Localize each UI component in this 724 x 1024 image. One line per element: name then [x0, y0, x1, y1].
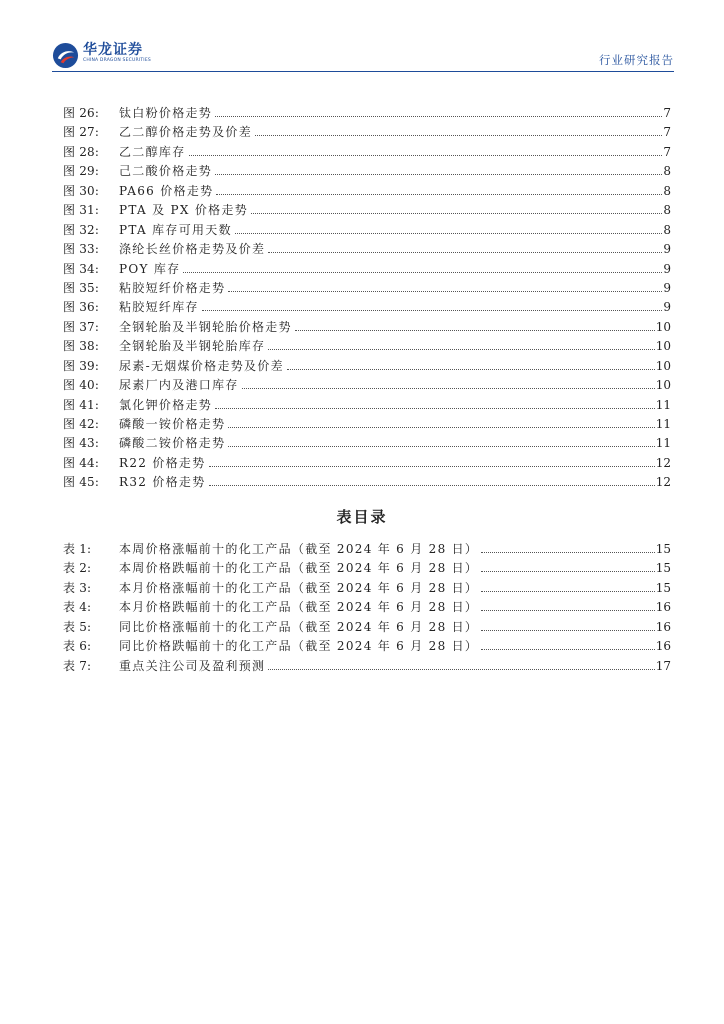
figure-index-entry[interactable] [63, 123, 671, 142]
entry-page-number: 7 [663, 144, 671, 159]
entry-title: 尿素-无烟煤价格走势及价差 [119, 358, 284, 373]
entry-title: 涤纶长丝价格走势及价差 [119, 242, 266, 257]
entry-dot-leader [235, 233, 662, 234]
entry-page-number: 11 [655, 436, 671, 451]
entry-page-number: 10 [655, 319, 671, 334]
entry-title: 粘胶短纤价格走势 [119, 280, 226, 295]
entry-title: POY 库存 [119, 261, 181, 276]
entry-dot-leader [481, 591, 654, 592]
entry-page-number: 15 [655, 542, 671, 556]
entry-title: 全钢轮胎及半钢轮胎价格走势 [119, 319, 292, 334]
entry-label: 表 5: [63, 619, 92, 634]
entry-title: 钛白粉价格走势 [119, 106, 213, 120]
entry-label: 图 40: [63, 378, 100, 393]
entry-title: 本月价格跌幅前十的化工产品（截至 2024 年 6 月 28 日） [119, 600, 479, 615]
entry-dot-leader [183, 272, 662, 273]
entry-dot-leader [228, 446, 654, 447]
entry-title: 同比价格跌幅前十的化工产品（截至 2024 年 6 月 28 日） [119, 639, 479, 654]
entry-dot-leader [215, 174, 662, 175]
figure-index-entry[interactable] [63, 434, 671, 453]
entry-page-number: 10 [655, 339, 671, 354]
figure-index-entry[interactable] [63, 298, 671, 317]
entry-label: 图 41: [63, 397, 100, 412]
figure-index-entry[interactable] [63, 337, 671, 356]
header-divider [52, 71, 674, 72]
entry-title: 磷酸一铵价格走势 [119, 417, 226, 431]
figure-index-list [63, 104, 671, 493]
entry-label: 图 29: [63, 164, 100, 179]
entry-title: 尿素厂内及港口库存 [119, 378, 239, 393]
entry-page-number: 16 [655, 600, 671, 615]
entry-label: 图 45: [63, 475, 100, 490]
entry-page-number: 8 [663, 183, 671, 198]
entry-page-number: 9 [663, 261, 671, 276]
entry-dot-leader [215, 116, 662, 117]
entry-label: 表 4: [63, 600, 92, 615]
entry-dot-leader [287, 369, 655, 370]
table-index-entry[interactable] [63, 618, 671, 637]
entry-page-number: 10 [655, 378, 671, 393]
entry-label: 图 33: [63, 242, 100, 257]
entry-label: 图 28: [63, 144, 100, 159]
figure-index-entry[interactable] [63, 240, 671, 259]
entry-dot-leader [209, 466, 655, 467]
figure-index-entry[interactable] [63, 279, 671, 298]
report-type-label: 行业研究报告 [599, 53, 674, 67]
entry-title: 氯化钾价格走势 [119, 397, 213, 412]
figure-index-entry[interactable] [63, 260, 671, 279]
entry-label: 图 38: [63, 339, 100, 354]
entry-dot-leader [189, 155, 663, 156]
entry-title: 磷酸二铵价格走势 [119, 436, 226, 451]
entry-label: 图 32: [63, 222, 100, 237]
entry-dot-leader [268, 349, 654, 350]
table-index-list [63, 540, 671, 676]
table-index-entry[interactable] [63, 657, 671, 676]
entry-title: 本周价格跌幅前十的化工产品（截至 2024 年 6 月 28 日） [119, 561, 479, 576]
entry-dot-leader [228, 291, 662, 292]
entry-label: 表 3: [63, 580, 92, 595]
company-logo [52, 42, 151, 69]
figure-index-entry[interactable] [63, 357, 671, 376]
entry-page-number: 9 [663, 280, 671, 295]
figure-index-entry[interactable] [63, 415, 671, 434]
entry-title: PTA 及 PX 价格走势 [119, 203, 249, 218]
table-index-heading: 表目录 [336, 508, 388, 526]
entry-dot-leader [481, 630, 654, 631]
figure-index-entry[interactable] [63, 201, 671, 220]
entry-dot-leader [216, 194, 662, 195]
entry-label: 表 6: [63, 639, 92, 654]
entry-page-number: 7 [663, 125, 671, 140]
table-index-entry[interactable] [63, 579, 671, 598]
entry-page-number: 16 [655, 619, 671, 634]
entry-dot-leader [209, 485, 655, 486]
figure-index-entry[interactable] [63, 104, 671, 123]
entry-title: 粘胶短纤库存 [119, 300, 199, 315]
logo-english-name: CHINA DRAGON SECURITIES [83, 58, 151, 63]
entry-dot-leader [481, 649, 654, 650]
entry-title: 同比价格涨幅前十的化工产品（截至 2024 年 6 月 28 日） [119, 619, 479, 634]
figure-index-entry[interactable] [63, 396, 671, 415]
logo-chinese-name: 华龙证券 [83, 42, 143, 58]
table-index-entry[interactable] [63, 540, 671, 559]
entry-dot-leader [481, 610, 654, 611]
entry-label: 图 35: [63, 280, 100, 295]
table-index-entry[interactable] [63, 598, 671, 617]
page-header [52, 40, 674, 73]
entry-label: 图 34: [63, 261, 100, 276]
entry-page-number: 15 [655, 561, 671, 576]
entry-page-number: 17 [655, 658, 671, 673]
entry-page-number: 8 [663, 164, 671, 179]
entry-label: 图 37: [63, 319, 100, 334]
entry-title: 本周价格涨幅前十的化工产品（截至 2024 年 6 月 28 日） [119, 542, 479, 556]
entry-page-number: 9 [663, 300, 671, 315]
figure-index-entry[interactable] [63, 318, 671, 337]
entry-label: 图 27: [63, 125, 100, 140]
entry-label: 图 43: [63, 436, 100, 451]
entry-label: 图 39: [63, 358, 100, 373]
logo-mark-icon [52, 42, 79, 69]
entry-page-number: 12 [655, 475, 671, 490]
entry-dot-leader [295, 330, 655, 331]
entry-dot-leader [481, 552, 654, 553]
entry-title: PTA 库存可用天数 [119, 222, 232, 237]
entry-page-number: 8 [663, 222, 671, 237]
entry-label: 图 36: [63, 300, 100, 315]
figure-index-entry[interactable] [63, 454, 671, 473]
entry-page-number: 15 [655, 580, 671, 595]
entry-page-number: 12 [655, 455, 671, 470]
figure-index-entry[interactable] [63, 143, 671, 162]
entry-page-number: 11 [655, 397, 671, 412]
figure-index-entry[interactable] [63, 376, 671, 395]
entry-dot-leader [242, 388, 655, 389]
entry-title: 乙二醇价格走势及价差 [119, 125, 253, 140]
entry-page-number: 16 [655, 639, 671, 654]
figure-index-entry[interactable] [63, 221, 671, 240]
entry-title: PA66 价格走势 [119, 183, 214, 198]
entry-label: 表 2: [63, 561, 92, 576]
entry-title: 本月价格涨幅前十的化工产品（截至 2024 年 6 月 28 日） [119, 580, 479, 595]
entry-title: 乙二醇库存 [119, 144, 186, 159]
entry-page-number: 7 [663, 106, 671, 120]
entry-page-number: 8 [663, 203, 671, 218]
entry-page-number: 10 [655, 358, 671, 373]
entry-dot-leader [202, 310, 663, 311]
entry-page-number: 9 [663, 242, 671, 257]
entry-title: 全钢轮胎及半钢轮胎库存 [119, 339, 266, 354]
entry-page-number: 11 [655, 417, 671, 431]
entry-dot-leader [251, 213, 662, 214]
entry-label: 图 44: [63, 455, 100, 470]
entry-dot-leader [228, 427, 654, 428]
entry-title: R32 价格走势 [119, 475, 206, 490]
entry-title: R22 价格走势 [119, 455, 206, 470]
entry-dot-leader [255, 135, 662, 136]
entry-dot-leader [268, 252, 662, 253]
entry-title: 重点关注公司及盈利预测 [119, 658, 266, 673]
entry-dot-leader [481, 571, 654, 572]
entry-label: 图 42: [63, 417, 100, 431]
entry-dot-leader [268, 669, 654, 670]
entry-label: 图 30: [63, 183, 100, 198]
entry-title: 己二酸价格走势 [119, 164, 213, 179]
entry-label: 图 31: [63, 203, 100, 218]
entry-dot-leader [215, 408, 655, 409]
table-index-entry[interactable] [63, 637, 671, 656]
figure-index-entry[interactable] [63, 162, 671, 181]
entry-label: 图 26: [63, 106, 100, 120]
entry-label: 表 7: [63, 658, 92, 673]
table-index-entry[interactable] [63, 559, 671, 578]
figure-index-entry[interactable] [63, 473, 671, 492]
figure-index-entry[interactable] [63, 182, 671, 201]
entry-label: 表 1: [63, 542, 92, 556]
